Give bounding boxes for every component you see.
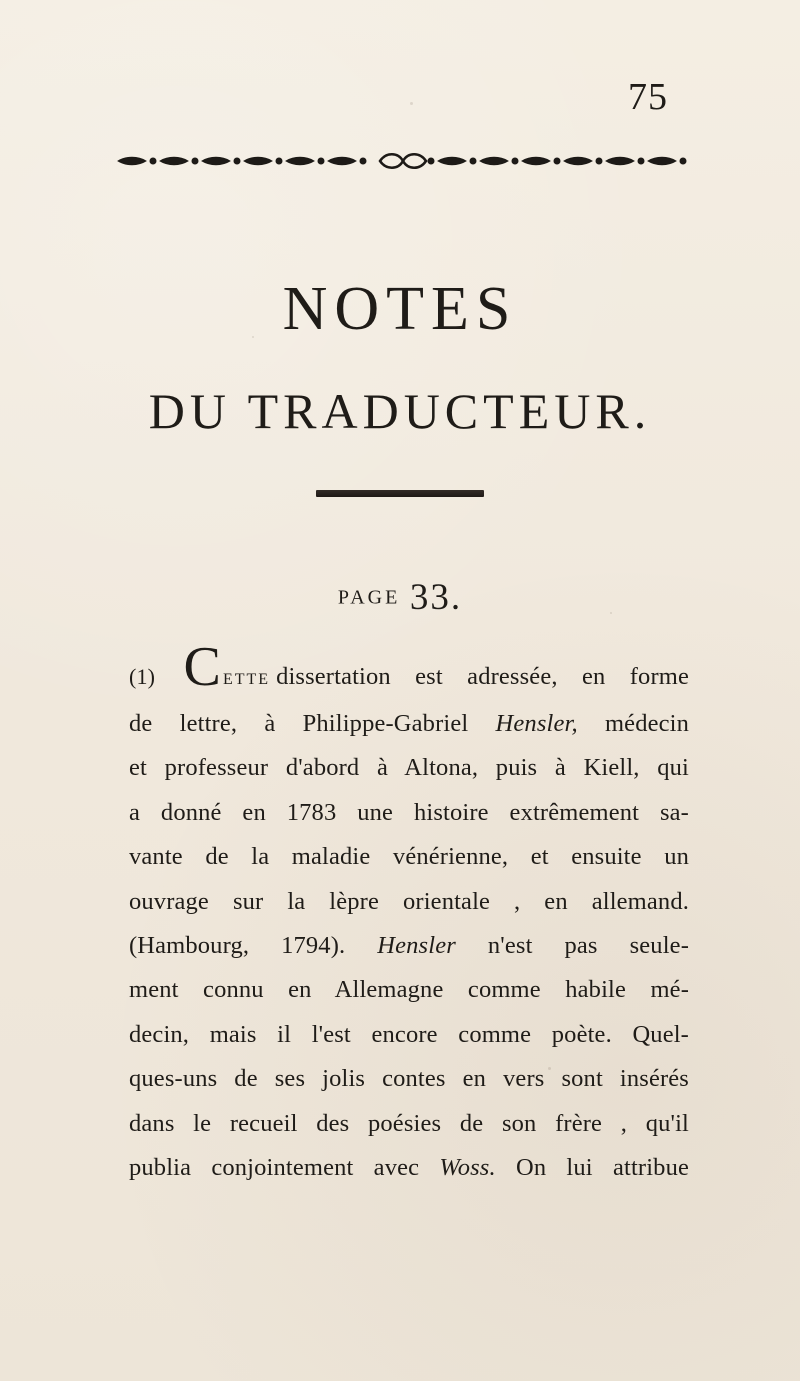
note-line-2-prefix: de lettre, à Philippe-Gabriel (129, 710, 496, 737)
paper-speck (410, 102, 413, 105)
note-line-1 (129, 636, 689, 702)
paper-speck (610, 612, 612, 614)
note-line-8: ment connu en Allemagne comme habile mé- (129, 976, 689, 1004)
paper-speck (548, 1067, 551, 1070)
note-line-5: vante de la maladie vénérienne, et ensuite un (129, 843, 689, 871)
page-number: 75 (628, 76, 668, 118)
page-reference-label: PAGE (337, 586, 401, 609)
note-line-11: dans le recueil des poésies de son frère , qu'il (129, 1109, 689, 1137)
page-reference (0, 579, 800, 616)
woss-name: Woss. (439, 1153, 496, 1181)
note-line-2 (129, 702, 689, 746)
note-line-4: a donné en 1783 une histoire extrêmement sa- (129, 798, 689, 826)
note-line-9: decin, mais il l'est encore comme poète. Quel- (129, 1020, 689, 1048)
note-line-7-suffix: n'est pas seule- (455, 931, 689, 959)
note-line-6: ouvrage sur la lèpre orientale , en allemand. (129, 887, 689, 915)
note-line-12 (129, 1146, 689, 1190)
paper-speck (252, 336, 254, 338)
note-marker: (1) (129, 664, 156, 689)
note-line-10: ques-uns de ses jolis contes en vers sont insérés (129, 1065, 689, 1093)
note-line-1-text: dissertation est adressée, en forme (276, 663, 689, 690)
page-reference-number: 33. (409, 577, 463, 618)
note-line-7 (129, 924, 689, 968)
note-line-2-suffix: médecin (577, 710, 689, 737)
title-rule (316, 490, 484, 497)
dropcap-letter: C (183, 636, 221, 698)
ornamental-border (112, 148, 694, 174)
translator-subtitle: DU TRADUCTEUR. (148, 383, 652, 439)
smallcaps-word: ETTE (222, 671, 271, 688)
note-line-12-prefix: publia conjointement avec (129, 1153, 440, 1181)
note-text (129, 636, 689, 1190)
hensler-name-1: Hensler, (495, 710, 578, 737)
hensler-name-2: Hensler (377, 931, 456, 959)
note-line-3: et professeur d'abord à Altona, puis à Kiell, qui (129, 754, 689, 782)
note-line-12-suffix: On lui attribue (495, 1153, 689, 1181)
note-line-7-prefix: (Hambourg, 1794). (129, 931, 378, 959)
notes-title: NOTES (282, 275, 518, 343)
